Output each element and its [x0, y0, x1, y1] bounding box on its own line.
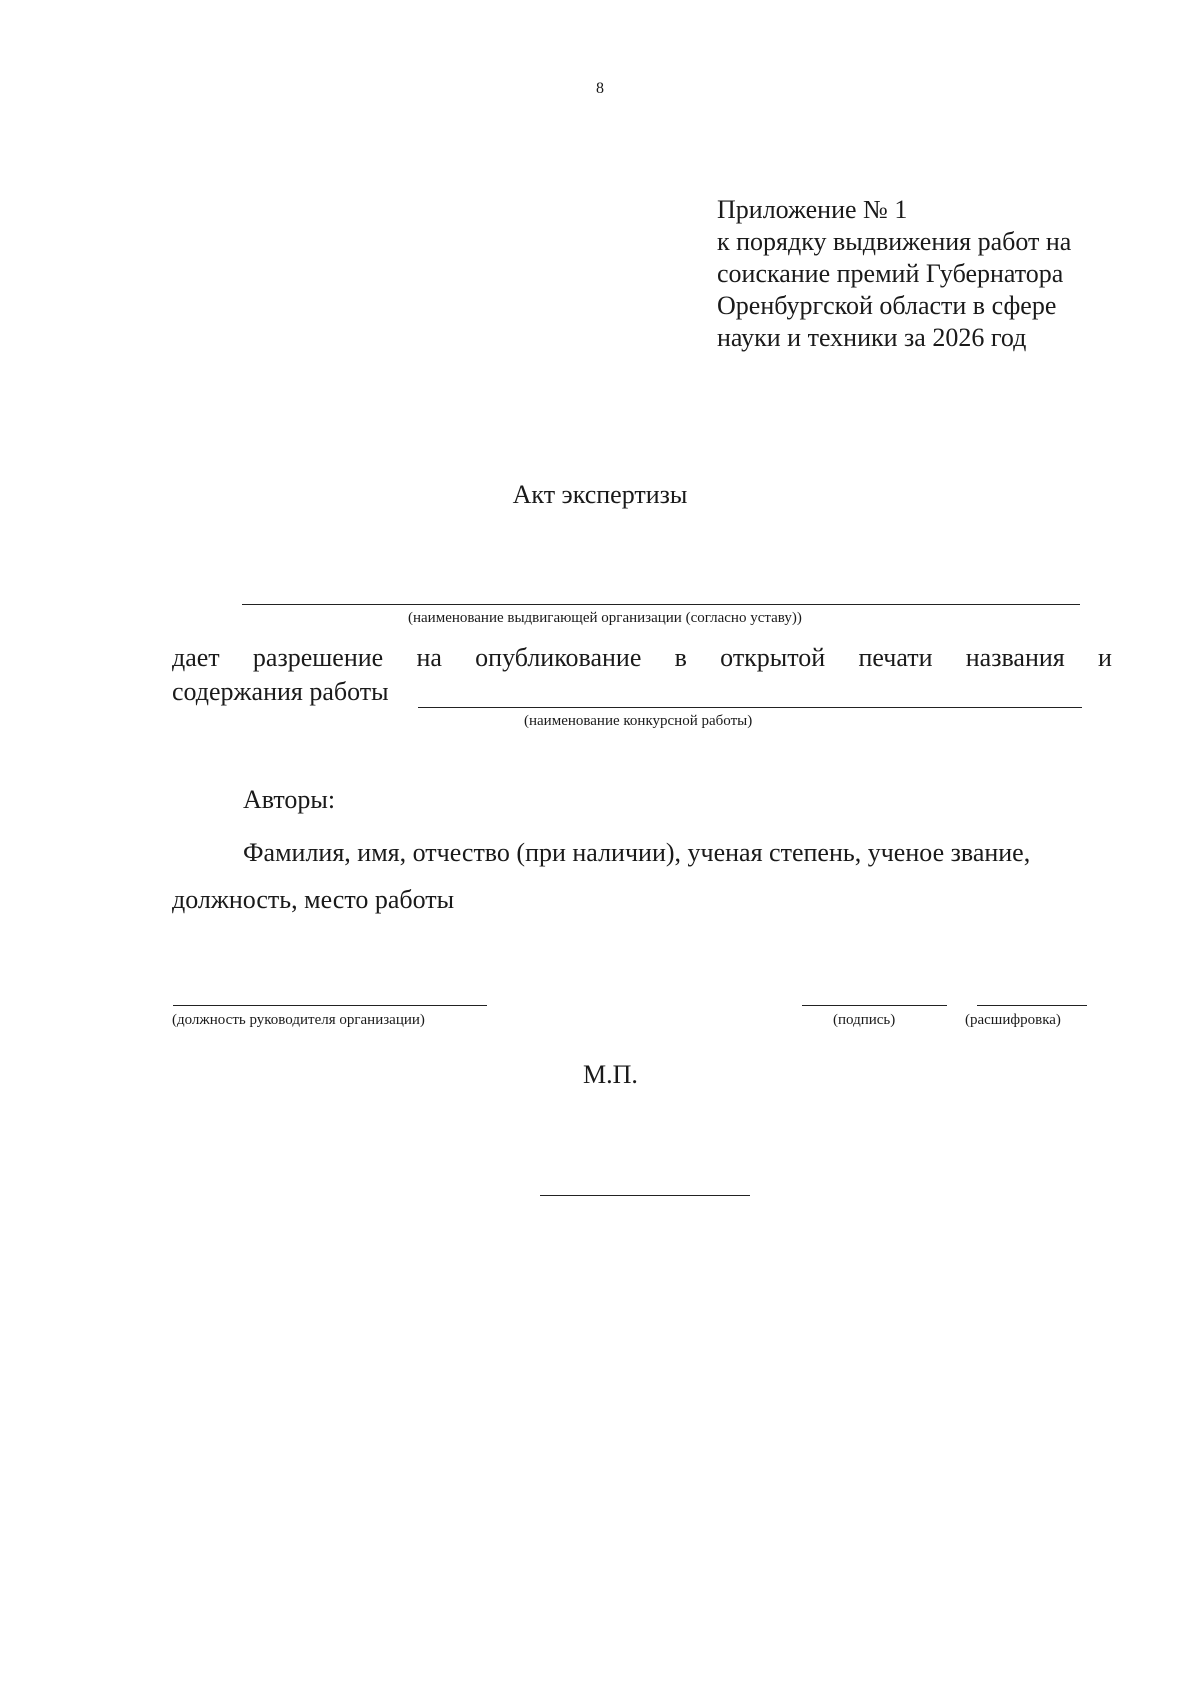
appendix-line: соискание премий Губернатора	[717, 259, 1064, 288]
permission-word: на	[416, 643, 442, 672]
decode-caption: (расшифровка)	[965, 1012, 1061, 1028]
page-number: 8	[596, 80, 604, 97]
appendix-line: Оренбургской области в сфере	[717, 291, 1057, 320]
authors-description-line1: Фамилия, имя, отчество (при наличии), ученая степень, ученое звание,	[243, 838, 1031, 867]
permission-word: названия	[965, 643, 1065, 672]
authors-label: Авторы:	[243, 785, 336, 814]
permission-word: разрешение	[252, 643, 384, 672]
permission-word: опубликование	[475, 643, 642, 672]
decode-line	[977, 1005, 1087, 1006]
content-label: содержания работы	[172, 677, 389, 706]
organization-name-line	[242, 604, 1080, 605]
appendix-line: Приложение № 1	[717, 195, 908, 224]
authors-description-line2: должность, место работы	[172, 885, 455, 914]
permission-word: и	[1098, 643, 1112, 672]
permission-line	[172, 643, 1112, 673]
work-caption: (наименование конкурсной работы)	[524, 713, 753, 729]
permission-word: открытой	[720, 643, 826, 672]
stamp-label: М.П.	[583, 1060, 638, 1089]
appendix-line: к порядку выдвижения работ на	[717, 227, 1072, 256]
appendix-block	[717, 194, 1137, 354]
work-name-line	[418, 707, 1082, 708]
permission-word: печати	[858, 643, 933, 672]
sign-caption: (подпись)	[833, 1012, 896, 1028]
permission-word: дает	[172, 643, 220, 672]
position-signature-line	[173, 1005, 487, 1006]
closing-line	[540, 1195, 750, 1196]
permission-word: в	[674, 643, 687, 672]
sign-line	[802, 1005, 947, 1006]
organization-caption: (наименование выдвигающей организации (согласно уставу))	[408, 610, 802, 626]
position-caption: (должность руководителя организации)	[172, 1012, 425, 1028]
appendix-line: науки и техники за 2026 год	[717, 323, 1027, 352]
document-title: Акт экспертизы	[512, 480, 688, 509]
